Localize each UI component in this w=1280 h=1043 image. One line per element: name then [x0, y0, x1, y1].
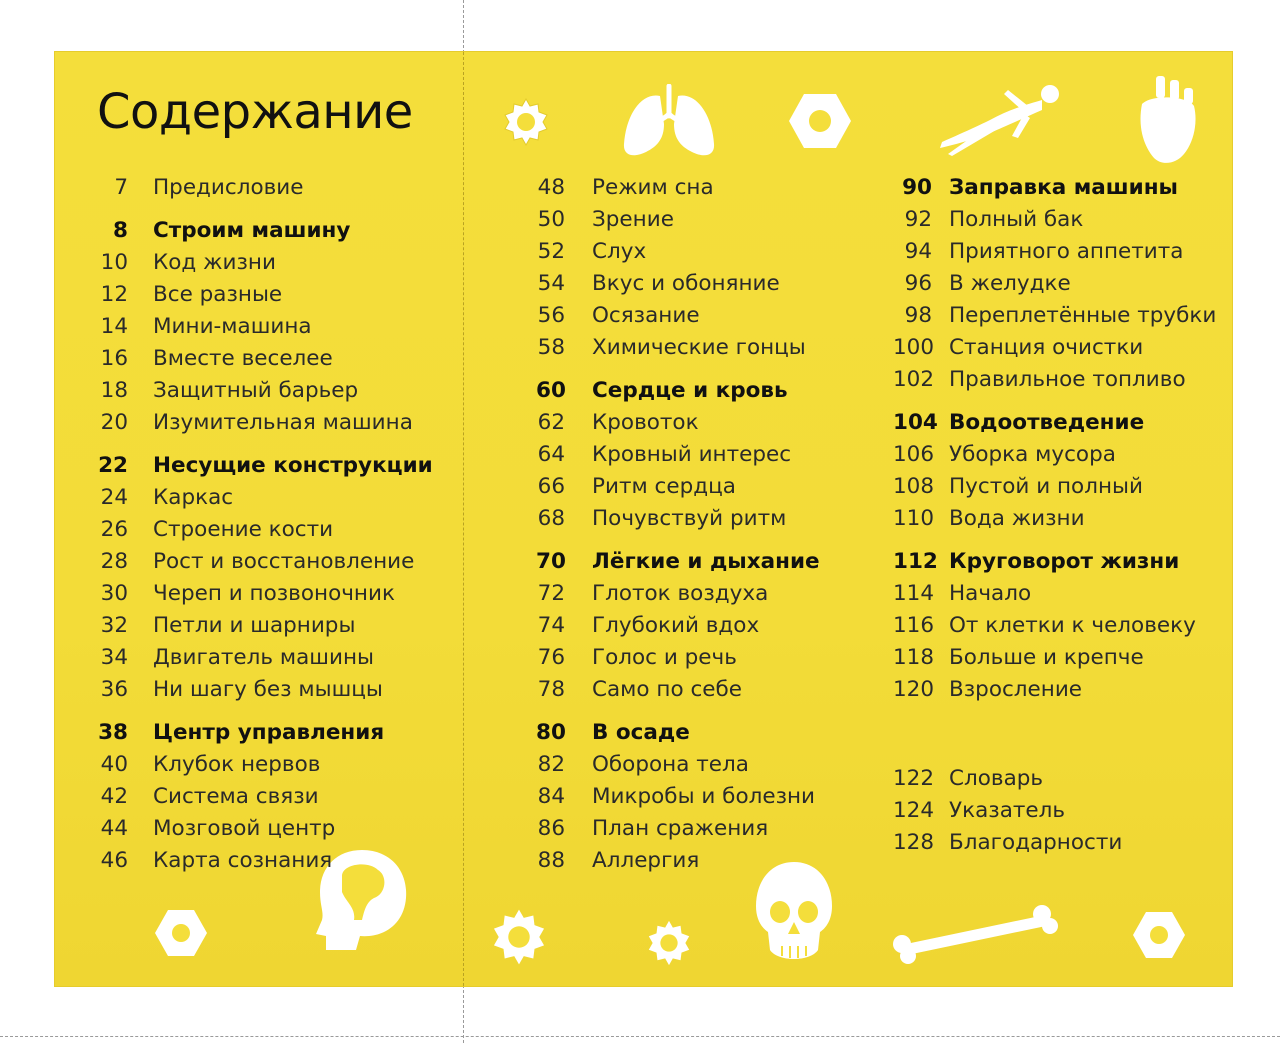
- toc-page-number: 60: [536, 378, 566, 403]
- toc-page-number: 42: [100, 784, 128, 809]
- toc-page-number: 18: [100, 378, 128, 403]
- toc-entry-label: Строим машину: [153, 218, 351, 243]
- toc-entry-label: Указатель: [949, 798, 1066, 823]
- toc-entry[interactable]: [97, 250, 433, 282]
- trim-dashed-line: [0, 1036, 1280, 1037]
- toc-entry[interactable]: [536, 442, 820, 474]
- toc-entry[interactable]: [97, 816, 433, 848]
- toc-section-heading[interactable]: [97, 453, 433, 485]
- toc-group: [536, 720, 820, 880]
- toc-entry[interactable]: [536, 303, 820, 335]
- toc-entry[interactable]: [893, 581, 1216, 613]
- toc-entry[interactable]: [893, 677, 1216, 709]
- toc-entry-label: Мозговой центр: [153, 816, 336, 841]
- toc-page-number: 116: [893, 613, 935, 638]
- toc-entry-label: Карта сознания: [153, 848, 333, 873]
- toc-group: [536, 549, 820, 709]
- toc-entry-label: Начало: [949, 581, 1032, 606]
- toc-entry[interactable]: [893, 271, 1216, 303]
- toc-page-number: 110: [893, 506, 935, 531]
- toc-entry-label: Вода жизни: [949, 506, 1085, 531]
- toc-entry[interactable]: [97, 752, 433, 784]
- toc-entry-label: Каркас: [153, 485, 234, 510]
- toc-page-number: 96: [904, 271, 932, 296]
- toc-entry-label: В осаде: [592, 720, 690, 745]
- toc-entry-label: Полный бак: [949, 207, 1084, 232]
- toc-entry[interactable]: [97, 485, 433, 517]
- toc-entry[interactable]: [536, 677, 820, 709]
- toc-entry-label: Рост и восстановление: [153, 549, 415, 574]
- toc-section-heading[interactable]: [536, 720, 820, 752]
- toc-page-number: 124: [893, 798, 935, 823]
- hex-nut-icon: [154, 908, 208, 958]
- toc-entry-label: Сердце и кровь: [592, 378, 788, 403]
- toc-entry-label: План сражения: [592, 816, 769, 841]
- toc-page-number: 94: [904, 239, 932, 264]
- toc-entry[interactable]: [97, 677, 433, 709]
- toc-entry-label: Голос и речь: [592, 645, 737, 670]
- toc-entry[interactable]: [97, 581, 433, 613]
- toc-group: [97, 720, 433, 880]
- toc-entry[interactable]: [893, 442, 1216, 474]
- toc-group: [893, 175, 1216, 399]
- toc-entry-label: Вкус и обоняние: [592, 271, 780, 296]
- toc-section-heading[interactable]: [97, 720, 433, 752]
- toc-entry[interactable]: [97, 517, 433, 549]
- gear-icon: [500, 96, 552, 148]
- toc-page-number: 16: [100, 346, 128, 371]
- toc-entry-label: Круговорот жизни: [949, 549, 1180, 574]
- toc-entry[interactable]: [893, 474, 1216, 506]
- gear-icon: [488, 906, 550, 968]
- toc-entry-label: Переплетённые трубки: [949, 303, 1217, 328]
- toc-page-number: 100: [893, 335, 935, 360]
- toc-page-number: 22: [98, 453, 128, 478]
- panel-fold-line: [463, 52, 464, 986]
- toc-page-number: 86: [537, 816, 565, 841]
- toc-group: [893, 766, 1216, 862]
- toc-entry[interactable]: [97, 613, 433, 645]
- toc-entry[interactable]: [536, 848, 820, 880]
- toc-spacer: [893, 720, 1216, 766]
- hex-nut-icon: [788, 92, 852, 150]
- toc-entry-label: Слух: [592, 239, 647, 264]
- toc-entry-label: Станция очистки: [949, 335, 1144, 360]
- toc-section-heading[interactable]: [536, 378, 820, 410]
- toc-group: [536, 378, 820, 538]
- toc-group: [97, 175, 433, 207]
- toc-entry[interactable]: [97, 175, 433, 207]
- toc-page-number: 30: [100, 581, 128, 606]
- toc-entry[interactable]: [536, 474, 820, 506]
- toc-entry-label: Защитный барьер: [153, 378, 359, 403]
- toc-page-number: 72: [537, 581, 565, 606]
- toc-entry[interactable]: [536, 645, 820, 677]
- toc-page-number: 104: [893, 410, 938, 435]
- toc-entry[interactable]: [893, 335, 1216, 367]
- toc-entry-label: От клетки к человеку: [949, 613, 1196, 638]
- hex-nut-icon: [1132, 910, 1186, 960]
- toc-entry[interactable]: [97, 848, 433, 880]
- toc-page-number: 28: [100, 549, 128, 574]
- toc-entry[interactable]: [97, 282, 433, 314]
- toc-entry[interactable]: [893, 506, 1216, 538]
- toc-entry[interactable]: [536, 613, 820, 645]
- toc-entry-label: Правильное топливо: [949, 367, 1186, 392]
- toc-entry-label: Лёгкие и дыхание: [592, 549, 820, 574]
- toc-section-heading[interactable]: [97, 218, 433, 250]
- toc-entry[interactable]: [893, 239, 1216, 271]
- toc-entry[interactable]: [536, 271, 820, 303]
- toc-page-number: 38: [98, 720, 128, 745]
- toc-entry-label: Двигатель машины: [153, 645, 374, 670]
- toc-page-number: 58: [537, 335, 565, 360]
- toc-entry-label: Петли и шарниры: [153, 613, 356, 638]
- toc-entry-label: В желудке: [949, 271, 1071, 296]
- toc-entry[interactable]: [893, 613, 1216, 645]
- toc-entry-label: Режим сна: [592, 175, 714, 200]
- heart-icon: [1132, 74, 1202, 166]
- toc-group: [893, 410, 1216, 538]
- toc-page-number: 80: [536, 720, 566, 745]
- body-silhouette-icon: [938, 80, 1066, 156]
- toc-column-2: [536, 175, 820, 891]
- toc-entry-label: Аллергия: [592, 848, 700, 873]
- toc-entry-label: Кровоток: [592, 410, 699, 435]
- toc-page-number: 74: [537, 613, 565, 638]
- toc-page-number: 8: [113, 218, 128, 243]
- toc-entry[interactable]: [893, 303, 1216, 335]
- toc-page-number: 44: [100, 816, 128, 841]
- toc-group: [97, 453, 433, 709]
- toc-entry[interactable]: [536, 335, 820, 367]
- toc-section-heading[interactable]: [893, 175, 1216, 207]
- toc-column-1: [97, 175, 433, 891]
- toc-page-number: 78: [537, 677, 565, 702]
- toc-page-number: 46: [100, 848, 128, 873]
- page-title: Содержание: [97, 84, 413, 140]
- toc-entry[interactable]: [536, 581, 820, 613]
- toc-section-heading[interactable]: [536, 549, 820, 581]
- toc-group: [893, 549, 1216, 709]
- toc-entry-label: Глубокий вдох: [592, 613, 760, 638]
- toc-entry-label: Взросление: [949, 677, 1083, 702]
- toc-entry-label: Словарь: [949, 766, 1044, 791]
- toc-entry[interactable]: [536, 506, 820, 538]
- toc-entry[interactable]: [536, 784, 820, 816]
- toc-page-number: 102: [893, 367, 935, 392]
- toc-entry[interactable]: [893, 367, 1216, 399]
- toc-entry-label: Несущие конструкции: [153, 453, 433, 478]
- toc-entry-label: Кровный интерес: [592, 442, 792, 467]
- toc-entry-label: Все разные: [153, 282, 283, 307]
- toc-page-number: 10: [100, 250, 128, 275]
- toc-entry[interactable]: [893, 645, 1216, 677]
- toc-page-number: 92: [904, 207, 932, 232]
- toc-entry-label: Центр управления: [153, 720, 385, 745]
- toc-entry-label: Заправка машины: [949, 175, 1179, 200]
- toc-page-number: 32: [100, 613, 128, 638]
- toc-entry-label: Осязание: [592, 303, 700, 328]
- toc-entry-label: Оборона тела: [592, 752, 749, 777]
- toc-entry[interactable]: [536, 816, 820, 848]
- toc-page-number: 56: [537, 303, 565, 328]
- toc-entry-label: Приятного аппетита: [949, 239, 1184, 264]
- toc-page-number: 70: [536, 549, 566, 574]
- toc-page-number: 120: [893, 677, 935, 702]
- toc-entry[interactable]: [893, 798, 1216, 830]
- toc-page-number: 98: [904, 303, 932, 328]
- toc-entry[interactable]: [97, 549, 433, 581]
- toc-entry-label: Глоток воздуха: [592, 581, 769, 606]
- toc-entry[interactable]: [97, 314, 433, 346]
- toc-section-heading[interactable]: [893, 549, 1216, 581]
- toc-page-number: 106: [893, 442, 935, 467]
- toc-page-number: 12: [100, 282, 128, 307]
- toc-entry-label: Изумительная машина: [153, 410, 413, 435]
- toc-page-number: 62: [537, 410, 565, 435]
- toc-page-number: 68: [537, 506, 565, 531]
- toc-entry[interactable]: [536, 207, 820, 239]
- toc-page-number: 24: [100, 485, 128, 510]
- toc-entry-label: Химические гонцы: [592, 335, 806, 360]
- toc-entry-label: Ритм сердца: [592, 474, 736, 499]
- toc-entry[interactable]: [97, 784, 433, 816]
- toc-entry-label: Череп и позвоночник: [153, 581, 395, 606]
- toc-entry-label: Само по себе: [592, 677, 742, 702]
- toc-entry[interactable]: [893, 207, 1216, 239]
- toc-page-number: 20: [100, 410, 128, 435]
- toc-entry-label: Вместе веселее: [153, 346, 333, 371]
- toc-page-number: 54: [537, 271, 565, 296]
- toc-page-number: 66: [537, 474, 565, 499]
- bone-icon: [890, 904, 1060, 964]
- toc-entry-label: Строение кости: [153, 517, 334, 542]
- gear-icon: [644, 918, 694, 968]
- toc-page-number: 40: [100, 752, 128, 777]
- toc-page-number: 84: [537, 784, 565, 809]
- toc-entry-label: Почувствуй ритм: [592, 506, 787, 531]
- toc-entry-label: Уборка мусора: [949, 442, 1116, 467]
- toc-entry-label: Мини-машина: [153, 314, 312, 339]
- toc-page-number: 26: [100, 517, 128, 542]
- toc-entry[interactable]: [97, 378, 433, 410]
- toc-page-number: 108: [893, 474, 935, 499]
- toc-page-number: 88: [537, 848, 565, 873]
- toc-group: [536, 175, 820, 367]
- toc-page-number: 82: [537, 752, 565, 777]
- toc-entry-label: Водоотведение: [949, 410, 1145, 435]
- toc-page-number: 50: [537, 207, 565, 232]
- toc-entry[interactable]: [536, 239, 820, 271]
- toc-entry-label: Ни шагу без мышцы: [153, 677, 383, 702]
- toc-page-number: 112: [893, 549, 938, 574]
- toc-entry-label: Код жизни: [153, 250, 276, 275]
- toc-group: [97, 218, 433, 442]
- toc-page-number: 52: [537, 239, 565, 264]
- toc-page-number: 114: [893, 581, 935, 606]
- toc-column-3: [893, 175, 1216, 873]
- toc-page-number: 128: [893, 830, 935, 855]
- toc-page-number: 90: [902, 175, 932, 200]
- toc-entry-label: Предисловие: [153, 175, 304, 200]
- toc-entry[interactable]: [536, 752, 820, 784]
- lungs-icon: [620, 84, 718, 160]
- toc-section-heading[interactable]: [893, 410, 1216, 442]
- toc-page-number: 7: [114, 175, 128, 200]
- toc-entry-label: Микробы и болезни: [592, 784, 816, 809]
- toc-page-number: 122: [893, 766, 935, 791]
- toc-entry[interactable]: [893, 830, 1216, 862]
- toc-page-number: 36: [100, 677, 128, 702]
- toc-entry-label: Зрение: [592, 207, 674, 232]
- toc-page-number: 64: [537, 442, 565, 467]
- toc-entry-label: Система связи: [153, 784, 319, 809]
- toc-page-number: 118: [893, 645, 935, 670]
- toc-page-number: 34: [100, 645, 128, 670]
- toc-entry-label: Клубок нервов: [153, 752, 321, 777]
- toc-entry[interactable]: [97, 645, 433, 677]
- toc-page-number: 14: [100, 314, 128, 339]
- toc-page-number: 48: [537, 175, 565, 200]
- toc-entry[interactable]: [536, 175, 820, 207]
- toc-entry-label: Больше и крепче: [949, 645, 1144, 670]
- toc-entry[interactable]: [97, 346, 433, 378]
- toc-entry[interactable]: [893, 766, 1216, 798]
- toc-page-number: 76: [537, 645, 565, 670]
- toc-entry[interactable]: [97, 410, 433, 442]
- toc-entry[interactable]: [536, 410, 820, 442]
- toc-entry-label: Благодарности: [949, 830, 1123, 855]
- toc-entry-label: Пустой и полный: [949, 474, 1143, 499]
